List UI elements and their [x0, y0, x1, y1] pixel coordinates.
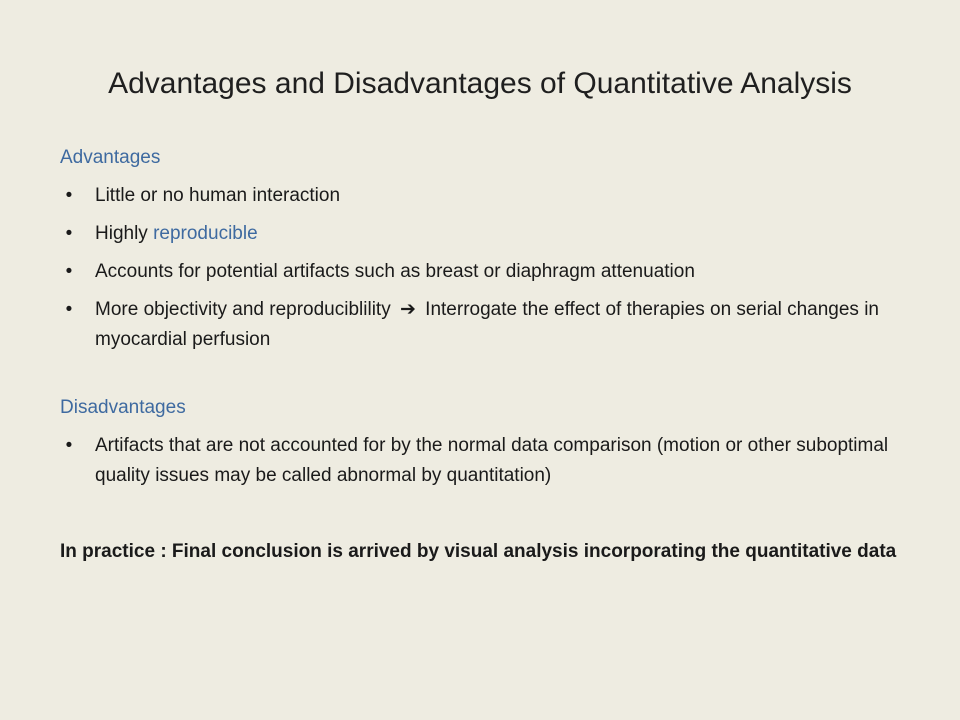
list-item	[60, 295, 910, 355]
list-item-text-prefix: Highly	[95, 223, 154, 244]
bullet-icon: •	[65, 185, 73, 206]
bullet-icon: •	[65, 435, 73, 456]
spacer	[60, 499, 910, 529]
list-item	[60, 431, 910, 491]
list-item	[60, 257, 910, 287]
bullet-icon: •	[65, 223, 73, 244]
spacer	[60, 363, 910, 393]
advantages-list	[60, 181, 910, 355]
list-item-text-before-arrow: More objectivity and reproduciblility	[95, 299, 391, 320]
list-item	[60, 219, 910, 249]
list-item	[60, 181, 910, 211]
list-item-text-after-arrow: Interrogate the effect of therapies on serial changes in myocardial perfusion	[95, 299, 880, 350]
slide-title: Advantages and Disadvantages of Quantitative Analysis	[108, 67, 852, 100]
disadvantages-heading: Disadvantages	[60, 397, 186, 418]
in-practice-note: In practice : Final conclusion is arrived by visual analysis incorporating the quantitative data	[60, 541, 897, 562]
bullet-icon: •	[65, 299, 73, 320]
list-item-text: Artifacts that are not accounted for by the normal data comparison (motion or other suboptimal quality issues may be called abnormal by quantitation)	[95, 435, 889, 486]
bullet-icon: •	[65, 261, 73, 282]
right-arrow-icon: ➔	[399, 299, 416, 320]
advantages-heading: Advantages	[60, 147, 161, 168]
list-item-accent-text: reproducible	[153, 223, 258, 244]
slide-content	[60, 143, 910, 567]
list-item-text: Accounts for potential artifacts such as breast or diaphragm attenuation	[95, 261, 695, 282]
disadvantages-list	[60, 431, 910, 491]
list-item-text: Little or no human interaction	[95, 185, 341, 206]
